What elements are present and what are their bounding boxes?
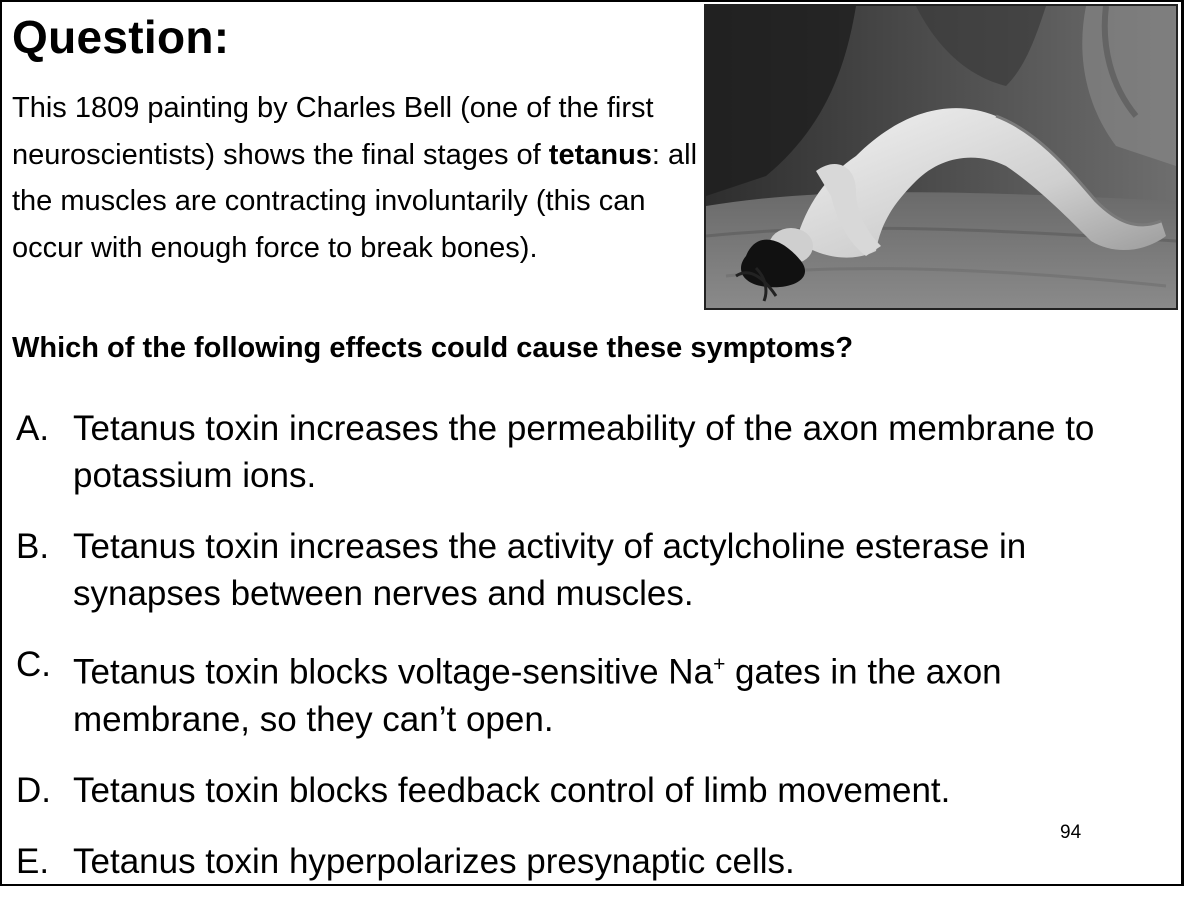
option-c <box>16 641 1166 743</box>
option-c-text-before: Tetanus toxin blocks voltage-sensitive Na <box>73 652 714 692</box>
option-e <box>16 838 1166 885</box>
option-a-text: Tetanus toxin increases the permeability of the axon membrane to potassium ions. <box>73 409 1095 495</box>
option-a <box>16 405 1166 499</box>
page-number: 94 <box>1060 822 1082 843</box>
tetanus-painting-image <box>704 4 1178 310</box>
answer-options <box>16 405 1166 909</box>
intro-paragraph <box>12 85 702 271</box>
option-a-letter: A. <box>16 409 50 448</box>
question-heading: Question: <box>12 11 230 63</box>
question-prompt: Which of the following effects could cause these symptoms? <box>12 332 854 364</box>
option-c-letter: C. <box>16 645 51 684</box>
intro-text-after: : all the muscles are contracting involuntarily (this can occur with enough force to break bones). <box>12 138 698 264</box>
option-e-letter: E. <box>16 841 50 881</box>
option-d <box>16 767 1166 814</box>
option-b-letter: B. <box>16 527 50 566</box>
intro-keyword: tetanus <box>548 138 652 171</box>
option-c-text-after: gates in the axon membrane, so they can’t open. <box>73 652 1002 739</box>
option-d-letter: D. <box>16 770 51 810</box>
option-b-text: Tetanus toxin increases the activity of actylcholine esterase in synapses between nerves and muscles. <box>73 527 1027 613</box>
intro-text-before: This 1809 painting by Charles Bell (one of the first neuroscientists) shows the final stages of <box>12 92 654 171</box>
option-e-text: Tetanus toxin hyperpolarizes presynaptic cells. <box>73 841 795 881</box>
option-d-text: Tetanus toxin blocks feedback control of limb movement. <box>73 770 951 810</box>
option-c-superscript: + <box>713 653 726 676</box>
option-b <box>16 523 1166 617</box>
